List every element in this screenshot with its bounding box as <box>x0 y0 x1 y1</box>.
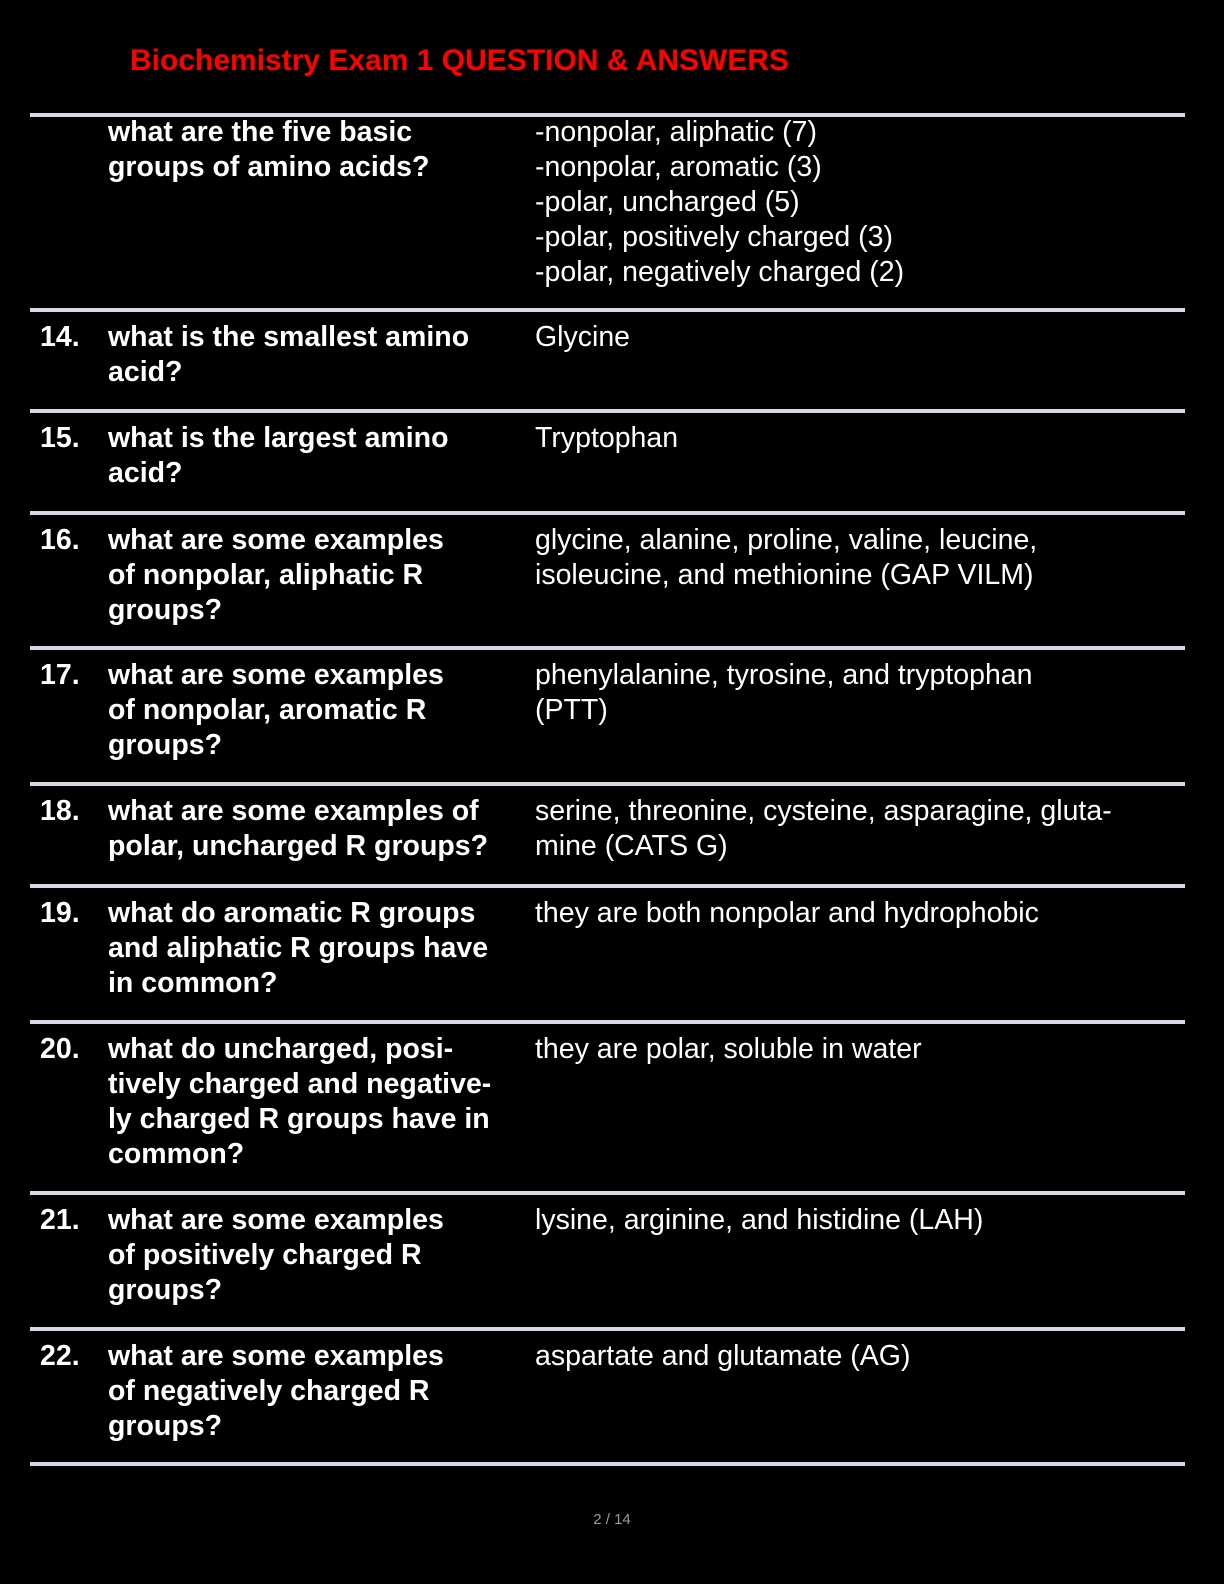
question-number: 20. <box>40 1033 80 1065</box>
divider <box>30 511 1185 515</box>
question-number: 22. <box>40 1340 80 1372</box>
question-text: what are some examples of positively charged R groups? <box>108 1204 444 1306</box>
question-number: 18. <box>40 795 80 827</box>
answer-text: Tryptophan <box>535 422 679 454</box>
answer-text: phenylalanine, tyrosine, and tryptophan (PTT) <box>535 659 1033 726</box>
question-number: 16. <box>40 524 80 556</box>
question-text: what are some examples of negatively charged R groups? <box>108 1340 444 1442</box>
document-title: Biochemistry Exam 1 QUESTION & ANSWERS <box>130 44 790 77</box>
answer-text: lysine, arginine, and histidine (LAH) <box>535 1204 984 1236</box>
question-text: what are the five basic groups of amino acids? <box>108 116 430 183</box>
divider <box>30 409 1185 413</box>
question-number: 15. <box>40 422 80 454</box>
divider <box>30 1462 1185 1466</box>
divider <box>30 646 1185 650</box>
question-text: what do uncharged, posi- tively charged and negative- ly charged R groups have in common? <box>108 1033 492 1170</box>
answer-text: Glycine <box>535 321 631 353</box>
answer-text: serine, threonine, cysteine, asparagine, gluta- mine (CATS G) <box>535 795 1112 862</box>
question-text: what are some examples of nonpolar, aromatic R groups? <box>108 659 444 761</box>
divider <box>30 1327 1185 1331</box>
question-number: 14. <box>40 321 80 353</box>
question-text: what are some examples of polar, uncharged R groups? <box>108 795 489 862</box>
question-number: 17. <box>40 659 80 691</box>
divider <box>30 884 1185 888</box>
divider <box>30 308 1185 312</box>
question-text: what are some examples of nonpolar, aliphatic R groups? <box>108 524 444 626</box>
divider <box>30 1191 1185 1195</box>
page-indicator: 2 / 14 <box>593 1511 631 1528</box>
answer-text: they are both nonpolar and hydrophobic <box>535 897 1039 929</box>
divider <box>30 1020 1185 1024</box>
question-number: 19. <box>40 897 80 929</box>
answer-text: glycine, alanine, proline, valine, leucine, isoleucine, and methionine (GAP VILM) <box>535 524 1038 591</box>
divider <box>30 782 1185 786</box>
question-text: what is the smallest amino acid? <box>108 321 470 388</box>
question-number: 21. <box>40 1204 80 1236</box>
answer-text: -nonpolar, aliphatic (7) -nonpolar, aromatic (3) -polar, uncharged (5) -polar, positively charged (3) -polar, negatively charged (2) <box>535 116 905 288</box>
question-text: what is the largest amino acid? <box>108 422 449 489</box>
answer-text: aspartate and glutamate (AG) <box>535 1340 911 1372</box>
answer-text: they are polar, soluble in water <box>535 1033 922 1065</box>
question-text: what do aromatic R groups and aliphatic R groups have in common? <box>108 897 489 999</box>
